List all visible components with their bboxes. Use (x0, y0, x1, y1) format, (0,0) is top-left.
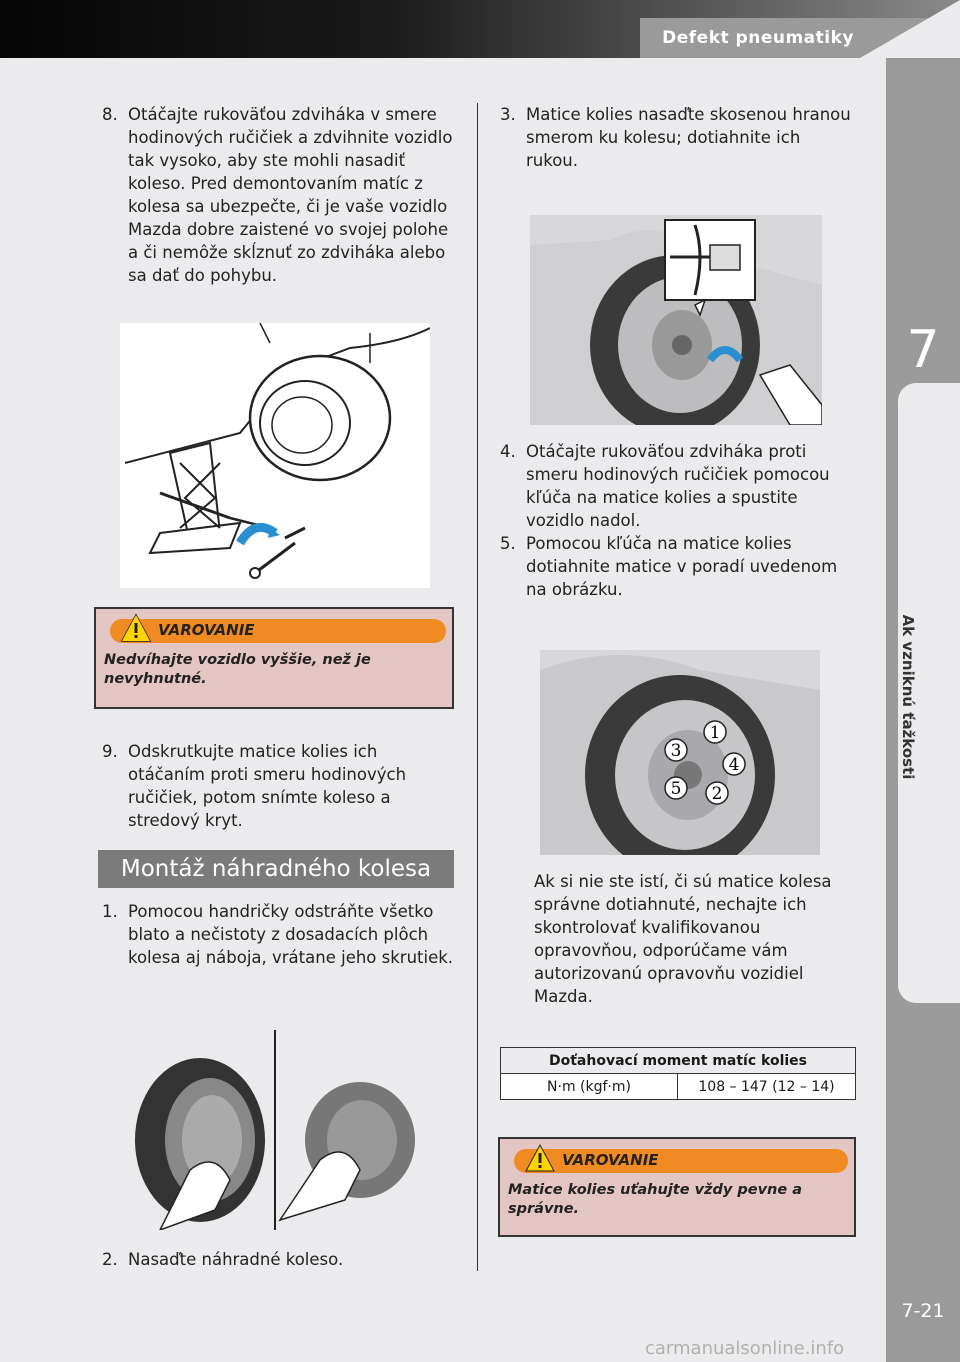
step-text: Otáčajte rukoväťou zdviháka v smere hodinových ručičiek a zdvihnite vozidlo tak vysoko, aby ste mohli nasadiť koleso. Pred demontovaním matíc z kolesa sa ubezpečte, či je vaše vozidlo Mazda dobre zaistené vo svojej polohe a či nemôže skĺznuť zo zdviháka alebo sa dať do pohybu. (128, 105, 453, 285)
warning-title: VAROVANIE (158, 621, 255, 639)
torque-value: 108 – 147 (12 – 14) (678, 1074, 856, 1100)
steps-4-5 (500, 440, 856, 601)
warning-box-1 (94, 607, 454, 709)
step-9 (102, 740, 458, 832)
step-number: 5. (500, 534, 516, 553)
warning-icon (120, 613, 152, 643)
warning-icon (524, 1143, 556, 1173)
column-divider (477, 103, 478, 1271)
torque-table (500, 1047, 856, 1100)
step-text: Pomocou kľúča na matice kolies dotiahnite matice v poradí uvedenom na obrázku. (526, 534, 838, 599)
warning-header (110, 619, 446, 643)
step-3 (500, 103, 856, 172)
warning-text: Matice kolies uťahujte vždy pevne a správne. (508, 1182, 803, 1217)
step-text: Odskrutkujte matice kolies ich otáčaním proti smeru hodinových ručičiek, potom snímte koleso a stredový kryt. (128, 742, 407, 830)
step-text: Otáčajte rukoväťou zdviháka proti smeru hodinových ručičiek pomocou kľúča na matice kolies a spustite vozidlo nadol. (526, 442, 830, 530)
order-label-4: 4 (728, 755, 740, 775)
step-number: 3. (500, 105, 516, 124)
step-text: Nasaďte náhradné koleso. (128, 1250, 344, 1269)
step-text: Pomocou handričky odstráňte všetko blato a nečistoty z dosadacích plôch kolesa aj náboja, vrátane jeho skrutiek. (128, 902, 454, 967)
chapter-label (896, 600, 920, 800)
chapter-label-text: Ak vzniknú ťažkosti (899, 614, 917, 780)
section-title: Montáž náhradného kolesa (98, 850, 454, 888)
order-label-2: 2 (711, 784, 723, 804)
step-number: 1. (102, 902, 118, 921)
warning-text: Nedvíhajte vozidlo vyššie, než je nevyhnutné. (104, 652, 371, 687)
jack-illustration (120, 323, 430, 588)
step-2 (102, 1248, 458, 1271)
header-title: Defekt pneumatiky (662, 28, 854, 48)
step-number: 9. (102, 742, 118, 761)
order-label-5: 5 (670, 779, 682, 799)
order-label-3: 3 (670, 741, 682, 761)
page-number: 7-21 (901, 1300, 945, 1322)
order-label-1: 1 (709, 723, 721, 743)
step-number: 8. (102, 105, 118, 124)
warning-box-2 (498, 1137, 856, 1237)
step-text: Matice kolies nasaďte skosenou hranou smerom ku kolesu; dotiahnite ich rukou. (526, 105, 851, 170)
tightening-order-illustration (540, 650, 820, 855)
step-8 (102, 103, 458, 287)
footer-watermark: carmanualsonline.info (645, 1338, 845, 1359)
nut-fitting-illustration (530, 215, 822, 425)
step-1 (102, 900, 458, 969)
chapter-number: 7 (906, 320, 940, 380)
step-number: 4. (500, 442, 516, 461)
warning-title: VAROVANIE (562, 1151, 659, 1169)
torque-unit: N·m (kgf·m) (501, 1074, 678, 1100)
torque-table-header: Doťahovací moment matíc kolies (501, 1048, 856, 1074)
step-number: 2. (102, 1250, 118, 1269)
note-text: Ak si nie ste istí, či sú matice kolesa správne dotiahnuté, nechajte ich skontrolovať kvalifikovanou opravovňou, odporúčame vám autorizovanú opravovňu vozidiel Mazda. (534, 872, 832, 1006)
cleaning-illustration (120, 1030, 450, 1230)
warning-header (514, 1149, 848, 1173)
